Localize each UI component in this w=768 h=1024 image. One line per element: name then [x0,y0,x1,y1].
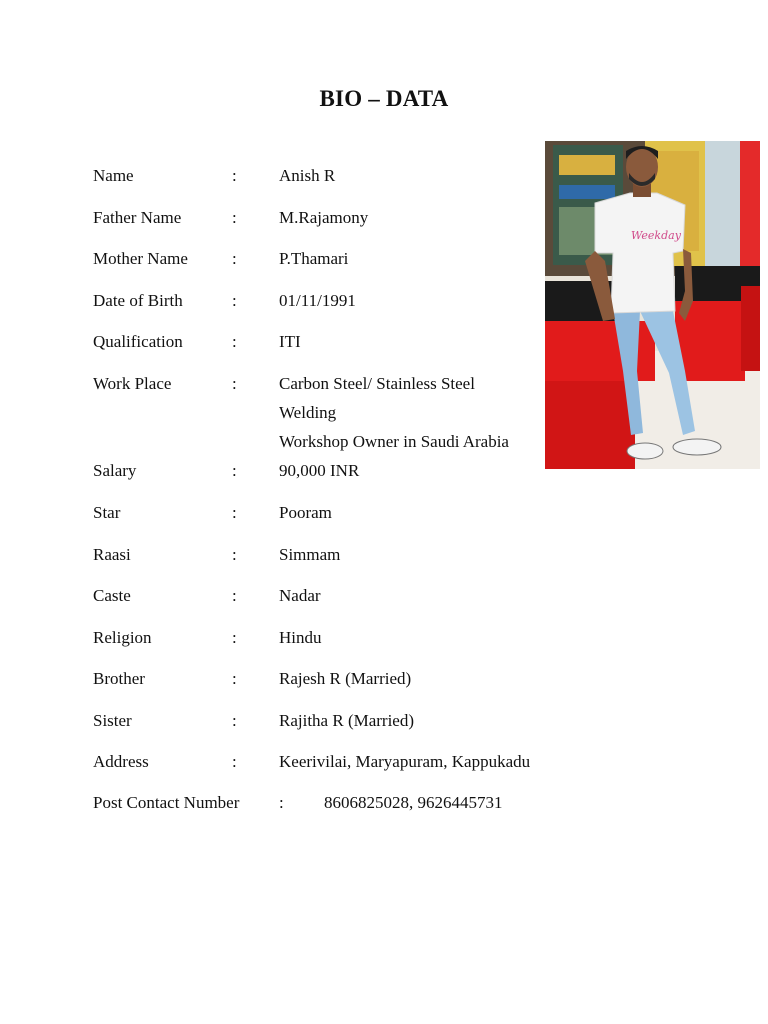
field-colon: : [232,208,237,227]
field-colon: : [232,374,237,393]
field-colon: : [232,249,237,268]
profile-photo [545,141,760,469]
field-colon: : [232,166,237,185]
field-label: Salary [93,461,137,480]
field-value: Pooram [279,503,332,522]
field-value: Rajesh R (Married) [279,669,412,688]
field-label: Work Place [93,374,172,393]
field-label: Name [93,166,134,185]
field-value: 8606825028, 9626445731 [324,793,503,812]
field-colon: : [232,545,237,564]
field-label: Brother [93,669,145,688]
field-colon: : [232,669,237,688]
field-value: Anish R [279,166,336,185]
field-colon: : [232,503,237,522]
field-value: 01/11/1991 [279,291,356,310]
field-value: M.Rajamony [279,208,369,227]
page-title: BIO – DATA [319,86,449,111]
field-label: Address [93,752,149,771]
field-label: Star [93,503,121,522]
field-value: 90,000 INR [279,461,360,480]
field-value: Rajitha R (Married) [279,711,415,730]
field-colon: : [232,332,237,351]
field-colon: : [232,461,237,480]
svg-text:Weekday: Weekday [631,229,681,242]
person-photo-icon [545,141,760,469]
field-label: Caste [93,586,131,605]
field-value: Keerivilai, Maryapuram, Kappukadu [279,752,531,771]
field-label: Qualification [93,332,183,351]
field-colon: : [232,711,237,730]
field-colon: : [232,586,237,605]
field-label: Religion [93,628,152,647]
field-label: Mother Name [93,249,188,268]
field-value: Hindu [279,628,322,647]
field-label: Date of Birth [93,291,183,310]
field-label: Sister [93,711,132,730]
field-label: Post Contact Number [93,793,240,812]
field-value: ITI [279,332,301,351]
field-label: Father Name [93,208,182,227]
field-value: Nadar [279,586,321,605]
field-value: Carbon Steel/ Stainless Steel Welding Workshop Owner in Saudi Arabia [279,374,509,451]
field-value: Simmam [279,545,341,564]
field-value: P.Thamari [279,249,349,268]
field-colon: : [232,291,237,310]
field-colon: : [232,628,237,647]
field-colon: : [279,793,284,812]
field-label: Raasi [93,545,131,564]
field-colon: : [232,752,237,771]
